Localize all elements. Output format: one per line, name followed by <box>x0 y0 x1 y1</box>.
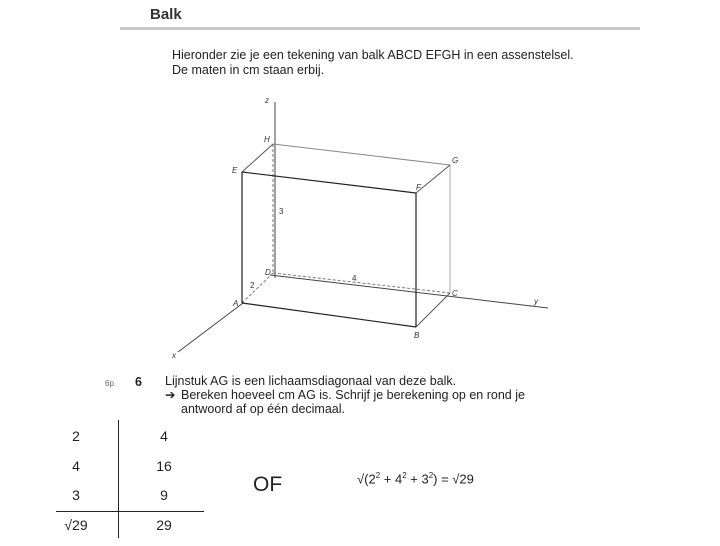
label-f: F <box>416 183 421 192</box>
label-d: D <box>265 268 271 277</box>
label-e: E <box>232 166 238 175</box>
edge-bc <box>416 293 450 327</box>
calc-cell-left: 3 <box>72 487 80 503</box>
dim-height: 3 <box>279 207 284 216</box>
calc-cell-right: 16 <box>156 458 172 474</box>
section-heading: Balk <box>150 6 182 23</box>
dim-width: 2 <box>250 281 255 290</box>
formula-exp-3: 2 <box>428 471 434 480</box>
intro-line-1: Hieronder zie je een tekening van balk ABCD EFGH in een assenstelsel. <box>172 48 574 62</box>
or-label: OF <box>253 473 283 496</box>
label-c: C <box>452 289 458 298</box>
edge-hg <box>273 144 450 165</box>
edge-dc <box>273 273 450 293</box>
question-line-1: Lijnstuk AG is een lichaamsdiagonaal van deze balk. <box>165 374 457 388</box>
intro-line-2: De maten in cm staan erbij. <box>172 63 325 77</box>
edge-ad <box>242 273 273 303</box>
question-line-3: antwoord af op één decimaal. <box>181 402 345 416</box>
calc-cell-left: 2 <box>72 428 80 444</box>
formula-exp-1: 2 <box>375 471 381 480</box>
label-y-axis: y <box>534 297 538 306</box>
dim-length: 4 <box>352 274 357 283</box>
formula-term-2: + 4 <box>380 471 403 487</box>
calc-row <box>46 428 206 457</box>
label-a: A <box>233 299 239 308</box>
label-g: G <box>452 156 459 165</box>
edge-fg <box>416 165 450 193</box>
question-number: 6 <box>135 375 142 389</box>
calc-cell-right: 4 <box>160 428 168 444</box>
calc-cell-right: 9 <box>160 487 168 503</box>
calc-row <box>46 517 206 546</box>
edge-eh <box>242 144 273 172</box>
arrow-icon: ➔ <box>165 388 176 402</box>
calc-cell-right: 29 <box>156 517 172 533</box>
calc-row <box>46 458 206 487</box>
formula-exp-2: 2 <box>402 471 407 480</box>
table-horizontal-line <box>56 511 204 512</box>
label-x-axis: x <box>172 351 176 360</box>
question-text <box>165 374 615 416</box>
formula-term-3: + 3 <box>406 471 429 487</box>
question-line-2: Bereken hoeveel cm AG is. Schrijf je berekening op en rond je <box>181 388 525 402</box>
question-points: 6p <box>105 379 114 388</box>
formula-result: ) = √29 <box>433 471 474 487</box>
edge-ab <box>242 303 416 327</box>
edge-ef <box>242 172 416 193</box>
pythagoras-formula <box>357 471 474 486</box>
table-vertical-line <box>118 420 119 538</box>
x-axis <box>178 303 243 352</box>
label-h: H <box>264 135 270 144</box>
formula-prefix: √(2 <box>357 471 376 487</box>
calc-cell-left: √29 <box>64 517 88 533</box>
label-b: B <box>414 331 420 340</box>
calc-cell-left: 4 <box>72 458 80 474</box>
y-axis <box>270 275 548 308</box>
label-z-axis: z <box>265 96 269 105</box>
question-instruction <box>165 388 615 402</box>
